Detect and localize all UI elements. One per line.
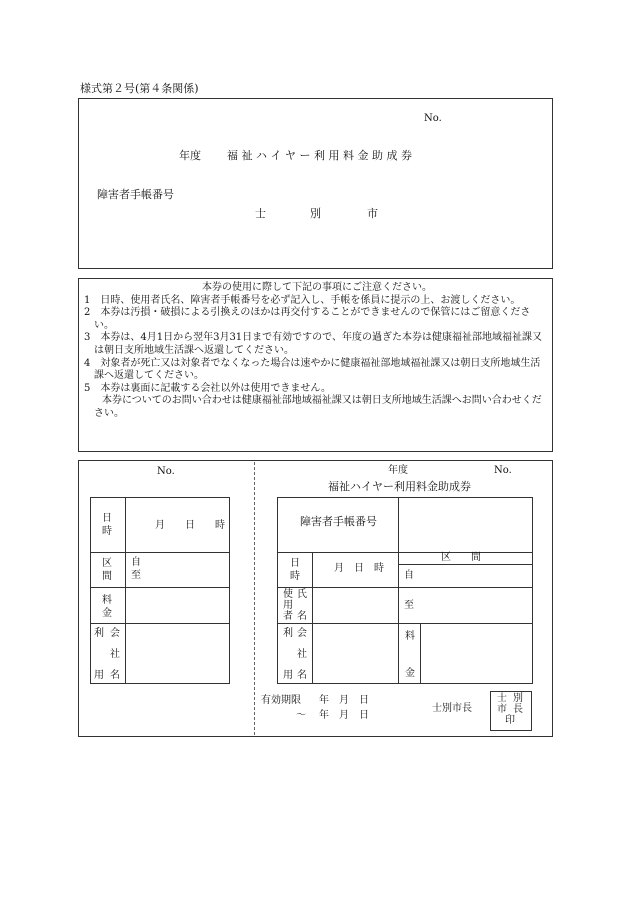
seal-char-5: 印 [505, 715, 515, 726]
city-char-2: 別 [310, 207, 321, 220]
form-label: 様式第２号(第４条関係) [80, 82, 199, 95]
stub-row-line-2 [90, 587, 230, 588]
ticket-from: 自 [404, 570, 414, 581]
ticket-company-c2: 会 [297, 628, 307, 639]
ticket-user-c3: 用 [283, 600, 293, 611]
ticket-row-line-3b [398, 623, 533, 624]
stub-company-c4: 用 [94, 670, 104, 681]
ticket-company-c1: 利 [283, 628, 293, 639]
stub-datetime-label: 日時 [102, 513, 112, 537]
notes-heading: 本券の使用に際して下記の事項にご注意ください。 [202, 282, 432, 293]
ticket-datetime-label: 日時 [290, 558, 300, 582]
mayor-label: 士別市長 [432, 703, 472, 714]
ticket-year: 年度 [388, 465, 408, 476]
validity-tilde: ～ [296, 710, 306, 721]
upper-title: 福 祉 ハ イ ヤ ー 利 用 料 金 助 成 券 [227, 149, 412, 162]
stub-datetime-value: 月 日 時 [155, 520, 225, 531]
ticket-section-header-line [398, 564, 533, 565]
validity-line1: 年 月 日 [319, 695, 369, 706]
upper-handbook-label: 障害者手帳番号 [97, 188, 174, 201]
ticket-handbook-label: 障害者手帳番号 [300, 515, 377, 528]
notes [84, 282, 550, 421]
note-item-3: 3 本券は、4月1日から翌年3月31日まで有効ですので、年度の過ぎた本券は健康福祉部地域福祉課又は朝日支所地域生活課へ返還してください。 [84, 332, 542, 356]
seal-char-3: 市 [497, 704, 507, 715]
stub-company-c3: 社 [110, 649, 120, 660]
ticket-company-c4: 用 [283, 670, 293, 681]
stub-col-divider [125, 497, 126, 684]
city-char-3: 市 [367, 207, 378, 220]
ticket-user-c4: 者 [283, 611, 293, 622]
ticket-row-line-1 [277, 552, 533, 553]
notes-footer: 本券についてのお問い合わせは健康福祉部地域福祉課又は朝日支所地域生活課へお問い合わせください。 [94, 395, 542, 419]
note-item-5: 5 本券は裏面に記載する会社以外は使用できません。 [84, 382, 331, 394]
ticket-fare-divider [420, 623, 421, 684]
ticket-datetime-value: 月 日 時 [334, 563, 384, 574]
ticket-user-c1: 使 [283, 589, 293, 600]
note-item-2: 2 本券は汚損・破損による引換えのほかは再交付することができませんので保管にはご留意ください。 [84, 307, 531, 331]
stub-row-line-3 [90, 623, 230, 624]
ticket-fare-c1: 料 [405, 631, 415, 642]
stub-to: 至 [131, 570, 141, 581]
ticket-to: 至 [404, 600, 414, 611]
ticket-handbook-divider [398, 497, 399, 552]
stub-company-c2: 会 [110, 628, 120, 639]
ticket-company-c5: 名 [297, 670, 307, 681]
perforation-line [254, 462, 255, 735]
ticket-company-c3: 社 [297, 649, 307, 660]
city-char-1: 士 [255, 207, 266, 220]
stub-section-label: 区間 [102, 558, 112, 582]
validity-label: 有効期限 [261, 695, 301, 706]
ticket-row-line-2 [277, 587, 533, 588]
stub-no: No. [157, 466, 175, 477]
ticket-no: No. [494, 465, 512, 476]
note-item-1: 1 日時、使用者氏名、障害者手帳番号を必ず記入し、手帳を係員に提示の上、お渡しください。 [84, 294, 521, 306]
stub-from: 自 [131, 557, 141, 568]
ticket-row-line-3 [277, 623, 398, 624]
ticket-section-header: 区 間 [441, 552, 481, 563]
seal-char-2: 別 [513, 693, 523, 704]
stub-company-c5: 名 [110, 670, 120, 681]
stub-fare-label: 料金 [102, 595, 112, 619]
validity-line2: 年 月 日 [319, 710, 369, 721]
upper-box [78, 98, 553, 269]
ticket-fare-c2: 金 [405, 668, 415, 679]
ticket-mid-divider [398, 552, 399, 684]
upper-no: No. [424, 113, 442, 124]
seal-char-4: 長 [513, 704, 523, 715]
ticket-user-c2: 氏 [297, 589, 307, 600]
stub-company-c1: 利 [94, 628, 104, 639]
ticket-label-col-divider [312, 552, 313, 684]
upper-year: 年度 [179, 149, 201, 162]
note-item-4: 4 対象者が死亡又は対象者でなくなった場合は速やかに健康福祉部地域福祉課又は朝日支所地域生活課へ返還してください。 [84, 357, 541, 382]
seal-char-1: 士 [497, 693, 507, 704]
ticket-title: 福祉ハイヤー利用料金助成券 [328, 480, 471, 493]
ticket-user-c5: 名 [297, 611, 307, 622]
stub-row-line-1 [90, 552, 230, 553]
